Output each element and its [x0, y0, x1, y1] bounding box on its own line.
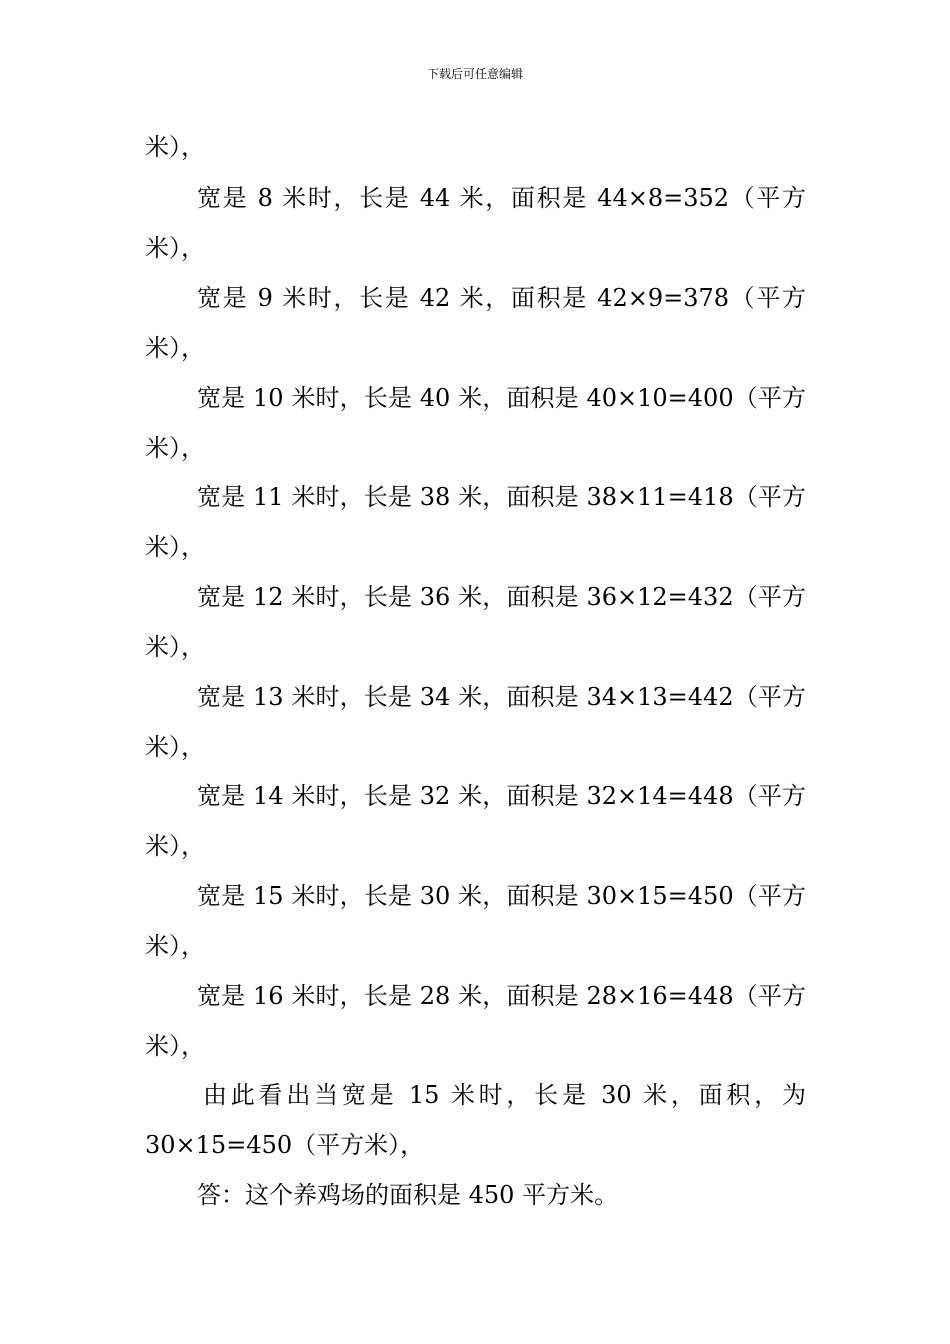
text-line: 宽是 16 米时，长是 28 米，面积是 28×16=448（平方	[197, 982, 806, 1010]
text-line: 宽是 10 米时，长是 40 米，面积是 40×10=400（平方	[197, 384, 806, 412]
text-line: 米），	[145, 234, 205, 262]
text-line: 米），	[145, 832, 205, 860]
text-line: 米），	[145, 932, 205, 960]
text-line: 宽是 15 米时，长是 30 米，面积是 30×15=450（平方	[197, 882, 806, 910]
text-line: 米），	[145, 334, 205, 362]
page-header: 下载后可任意编辑	[426, 67, 523, 81]
text-line: 宽是 12 米时，长是 36 米，面积是 36×12=432（平方	[197, 583, 806, 611]
text-line: 宽是 9 米时，长是 42 米，面积是 42×9=378（平方	[197, 284, 806, 312]
text-line: 30×15=450（平方米），	[145, 1131, 425, 1159]
text-line: 米），	[145, 434, 205, 462]
text-line: 米），	[145, 733, 205, 761]
text-line: 米），	[145, 133, 205, 161]
text-line: 米），	[145, 633, 205, 661]
text-line: 宽是 11 米时，长是 38 米，面积是 38×11=418（平方	[197, 483, 806, 511]
text-line: 宽是 14 米时，长是 32 米，面积是 32×14=448（平方	[197, 782, 806, 810]
answer-line: 答：这个养鸡场的面积是 450 平方米。	[197, 1181, 619, 1209]
text-line: 宽是 13 米时，长是 34 米，面积是 34×13=442（平方	[197, 683, 806, 711]
text-line: 由此看出当宽是 15 米时，长是 30 米，面积，为	[203, 1081, 806, 1109]
text-line: 米），	[145, 1032, 205, 1060]
text-line: 米），	[145, 533, 205, 561]
text-line: 宽是 8 米时，长是 44 米，面积是 44×8=352（平方	[197, 184, 806, 212]
